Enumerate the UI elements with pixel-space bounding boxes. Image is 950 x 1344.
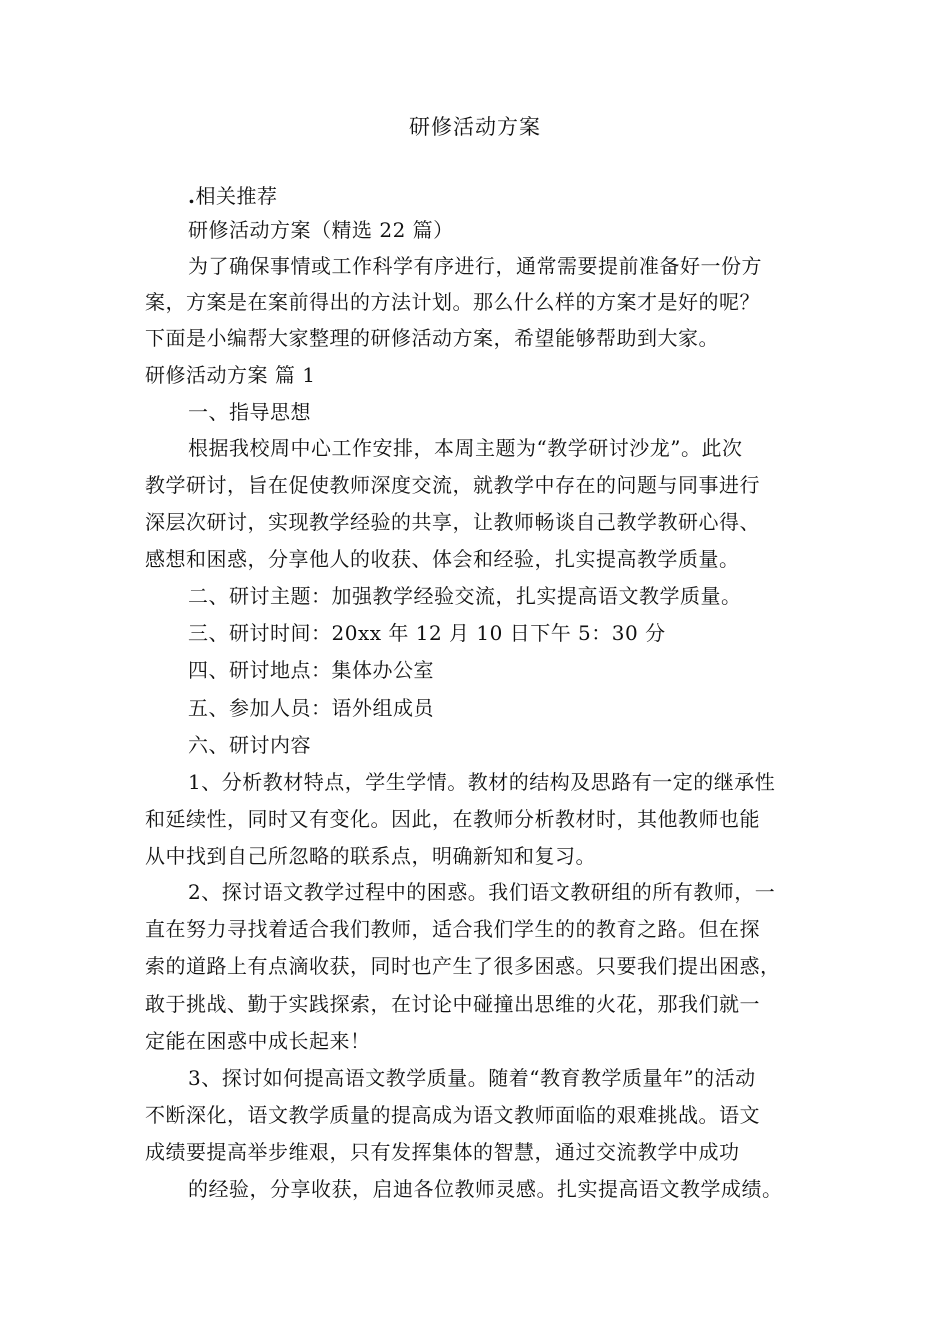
guide-line-4: 感想和困惑，分享他人的收获、体会和经验，扎实提高教学质量。	[145, 547, 740, 571]
item2-line-3: 索的道路上有点滴收获，同时也产生了很多困惑。只要我们提出困惑，	[145, 954, 781, 978]
item3-line-2: 不断深化，语文教学质量的提高成为语文教师面临的艰难挑战。语文	[145, 1103, 760, 1127]
content-heading: 六、研讨内容	[188, 733, 311, 757]
intro-line-2: 案，方案是在案前得出的方法计划。那么什么样的方案才是好的呢？	[145, 290, 760, 314]
item1-line-3: 从中找到自己所忽略的联系点，明确新知和复习。	[145, 844, 596, 868]
guide-line-2: 教学研讨，旨在促使教师深度交流，就教学中存在的问题与同事进行	[145, 473, 760, 497]
section-heading: 研修活动方案 篇 1	[145, 363, 316, 387]
guide-line-3: 深层次研讨，实现教学经验的共享，让教师畅谈自己教学教研心得、	[145, 510, 760, 534]
item3-line-4: 的经验，分享收获，启迪各位教师灵感。扎实提高语文教学成绩。	[188, 1177, 783, 1201]
item2-line-2: 直在努力寻找着适合我们教师，适合我们学生的的教育之路。但在探	[145, 917, 760, 941]
theme-line: 二、研讨主题：加强教学经验交流，扎实提高语文教学质量。	[188, 584, 742, 608]
item2-line-1: 2、探讨语文教学过程中的困惑。我们语文教研组的所有教师，一	[188, 880, 776, 904]
item3-line-1: 3、探讨如何提高语文教学质量。随着“教育教学质量年”的活动	[188, 1066, 756, 1090]
place-line: 四、研讨地点：集体办公室	[188, 658, 434, 682]
item3-line-3: 成绩要提高举步维艰，只有发挥集体的智慧，通过交流教学中成功	[145, 1140, 740, 1164]
recommend-line	[188, 178, 277, 214]
time-line: 三、研讨时间：20xx 年 12 月 10 日下午 5：30 分	[188, 621, 666, 645]
guide-heading: 一、指导思想	[188, 400, 311, 424]
item2-line-5: 定能在困惑中成长起来！	[145, 1029, 371, 1053]
guide-line-1: 根据我校周中心工作安排，本周主题为“教学研讨沙龙”。此次	[188, 436, 743, 460]
item1-line-1: 1、分析教材特点，学生学情。教材的结构及思路有一定的继承性	[188, 770, 776, 794]
intro-line-3: 下面是小编帮大家整理的研修活动方案，希望能够帮助到大家。	[145, 326, 719, 350]
people-line: 五、参加人员：语外组成员	[188, 696, 434, 720]
recommend-label: 相关推荐	[195, 184, 278, 208]
document-title: 研修活动方案	[409, 115, 541, 139]
intro-line-1: 为了确保事情或工作科学有序进行，通常需要提前准备好一份方	[188, 254, 762, 278]
item1-line-2: 和延续性，同时又有变化。因此，在教师分析教材时，其他教师也能	[145, 807, 760, 831]
item2-line-4: 敢于挑战、勤于实践探索，在讨论中碰撞出思维的火花，那我们就一	[145, 992, 760, 1016]
recommend-bullet: .	[188, 184, 196, 208]
document-subtitle: 研修活动方案（精选 22 篇）	[188, 218, 454, 242]
